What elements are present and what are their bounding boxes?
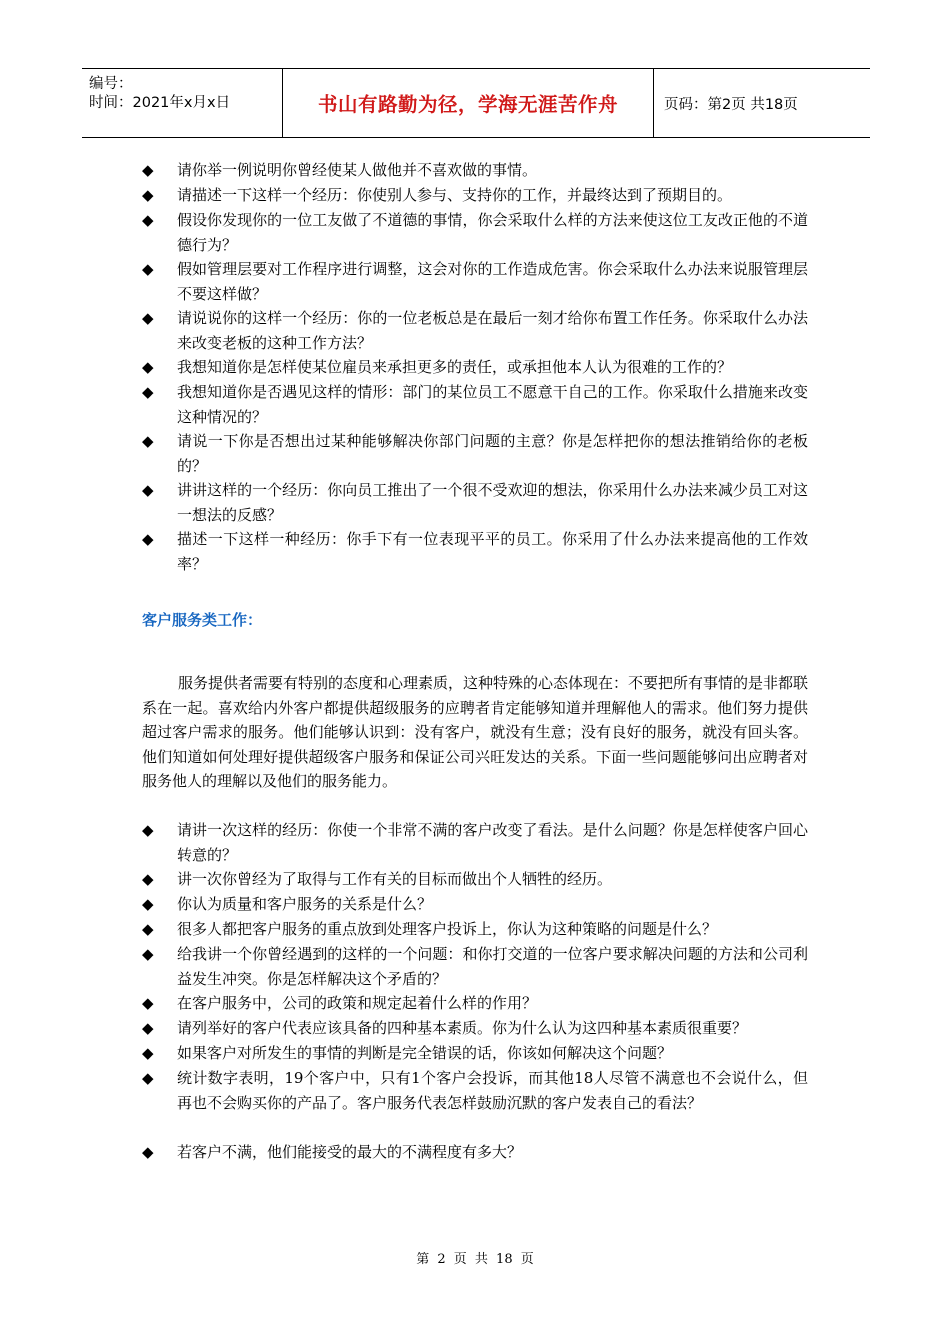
list-item-text: 讲讲这样的一个经历：你向员工推出了一个很不受欢迎的想法，你采用什么办法来减少员工对这一想法的反感？: [177, 481, 808, 524]
bullet-diamond-icon: ◆: [142, 1069, 154, 1087]
list-item: [142, 380, 808, 429]
intro-paragraph: 服务提供者需要有特别的态度和心理素质，这种特殊的心态体现在：不要把所有事情的是非都联系在一起。喜欢给内外客户都提供超级服务的应聘者肯定能够知道并理解他人的需求。他们努力提供超过客户需求的服务。他们能够认识到：没有客户，就没有生意；没有良好的服务，就没有回头客。他们知道如何处理好提供超级客户服务和保证公司兴旺发达的关系。下面一些问题能够问出应聘者对服务他人的理解以及他们的服务能力。: [142, 674, 809, 790]
bullet-diamond-icon: ◆: [142, 895, 154, 913]
bullet-diamond-icon: ◆: [142, 945, 154, 963]
bullet-diamond-icon: ◆: [142, 1044, 154, 1062]
bullet-diamond-icon: ◆: [142, 211, 154, 229]
list-item: [142, 917, 808, 942]
list-item-text: 统计数字表明，19个客户中，只有1个客户会投诉，而其他18人尽管不满意也不会说什么，但再也不会购买你的产品了。客户服务代表怎样鼓励沉默的客户发表自己的看法？: [177, 1069, 808, 1112]
list-item: [142, 478, 808, 527]
page-footer: 第 2 页 共 18 页: [416, 1252, 534, 1267]
bullet-diamond-icon: ◆: [142, 358, 154, 376]
list-item: [142, 1016, 808, 1041]
list-item-text: 如果客户对所发生的事情的判断是完全错误的话，你该如何解决这个问题？: [177, 1044, 673, 1062]
bullet-diamond-icon: ◆: [142, 1143, 154, 1161]
list-item: [142, 1140, 808, 1165]
list-item: [142, 892, 808, 917]
bullet-diamond-icon: ◆: [142, 821, 154, 839]
header-page-info: 页码：第2页 共18页: [664, 96, 798, 113]
list-item: [142, 942, 808, 991]
list-item-text: 请说说你的这样一个经历：你的一位老板总是在最后一刻才给你布置工作任务。你采取什么办法来改变老板的这种工作方法？: [177, 309, 808, 352]
list-item-text: 请描述一下这样一个经历：你使别人参与、支持你的工作，并最终达到了预期目的。: [177, 186, 733, 204]
bullet-diamond-icon: ◆: [142, 161, 154, 179]
bullet-diamond-icon: ◆: [142, 870, 154, 888]
bullet-diamond-icon: ◆: [142, 260, 154, 278]
list-item-text: 假设你发现你的一位工友做了不道德的事情，你会采取什么样的方法来使这位工友改正他的不道德行为？: [177, 211, 808, 254]
bullet-diamond-icon: ◆: [142, 481, 154, 499]
list-item-text: 在客户服务中，公司的政策和规定起着什么样的作用？: [177, 994, 538, 1012]
list-item-text: 假如管理层要对工作程序进行调整，这会对你的工作造成危害。你会采取什么办法来说服管理层不要这样做？: [177, 260, 808, 303]
bullet-diamond-icon: ◆: [142, 309, 154, 327]
bullet-diamond-icon: ◆: [142, 920, 154, 938]
list-item: [142, 429, 808, 478]
list-item: [142, 1041, 808, 1066]
list-item-text: 我想知道你是怎样使某位雇员来承担更多的责任，或承担他本人认为很难的工作的？: [177, 358, 733, 376]
list-item: [142, 158, 808, 183]
list-item-text: 请列举好的客户代表应该具备的四种基本素质。你为什么认为这四种基本素质很重要？: [177, 1019, 748, 1037]
list-item: [142, 208, 808, 257]
header-motto: 书山有路勤为径，学海无涯苦作舟: [317, 93, 618, 116]
section-title: 客户服务类工作：: [142, 611, 263, 629]
list-item: [142, 867, 808, 892]
bullet-diamond-icon: ◆: [142, 530, 154, 548]
list-item-text: 请说一下你是否想出过某种能够解决你部门问题的主意？你是怎样把你的想法推销给你的老板的？: [177, 432, 808, 475]
number-label: 编号：: [89, 76, 133, 92]
list-item-text: 讲一次你曾经为了取得与工作有关的目标而做出个人牺牲的经历。: [177, 870, 613, 888]
page-header: [82, 68, 870, 138]
list-item-text: 我想知道你是否遇见这样的情形：部门的某位员工不愿意干自己的工作。你采取什么措施来改变这种情况的？: [177, 383, 808, 426]
list-item: [142, 991, 808, 1016]
bullet-diamond-icon: ◆: [142, 1019, 154, 1037]
bullet-diamond-icon: ◆: [142, 186, 154, 204]
list-item: [142, 355, 808, 380]
list-item-text: 给我讲一个你曾经遇到的这样的一个问题：和你打交道的一位客户要求解决问题的方法和公司利益发生冲突。你是怎样解决这个矛盾的？: [177, 945, 808, 988]
list-item: [142, 257, 808, 306]
header-motto-cell: [282, 69, 654, 137]
list-item-text: 请你举一例说明你曾经使某人做他并不喜欢做的事情。: [177, 161, 538, 179]
bullet-diamond-icon: ◆: [142, 432, 154, 450]
bullet-diamond-icon: ◆: [142, 994, 154, 1012]
list-item-text: 若客户不满，他们能接受的最大的不满程度有多大？: [177, 1143, 523, 1161]
list-item: [142, 527, 808, 576]
list-item-text: 你认为质量和客户服务的关系是什么？: [177, 895, 433, 913]
list-item-text: 描述一下这样一种经历：你手下有一位表现平平的员工。你采用了什么办法来提高他的工作效率？: [177, 530, 808, 573]
list-item-text: 请讲一次这样的经历：你使一个非常不满的客户改变了看法。是什么问题？你是怎样使客户回心转意的？: [177, 821, 808, 864]
list-item: [142, 183, 808, 208]
list-item-text: 很多人都把客户服务的重点放到处理客户投诉上，你认为这种策略的问题是什么？: [177, 920, 718, 938]
time-label: 时间：2021年x月x日: [89, 95, 231, 111]
list-item: [142, 306, 808, 355]
bullet-diamond-icon: ◆: [142, 383, 154, 401]
list-item: [142, 818, 808, 867]
list-item: [142, 1066, 808, 1115]
header-meta: [82, 69, 282, 137]
